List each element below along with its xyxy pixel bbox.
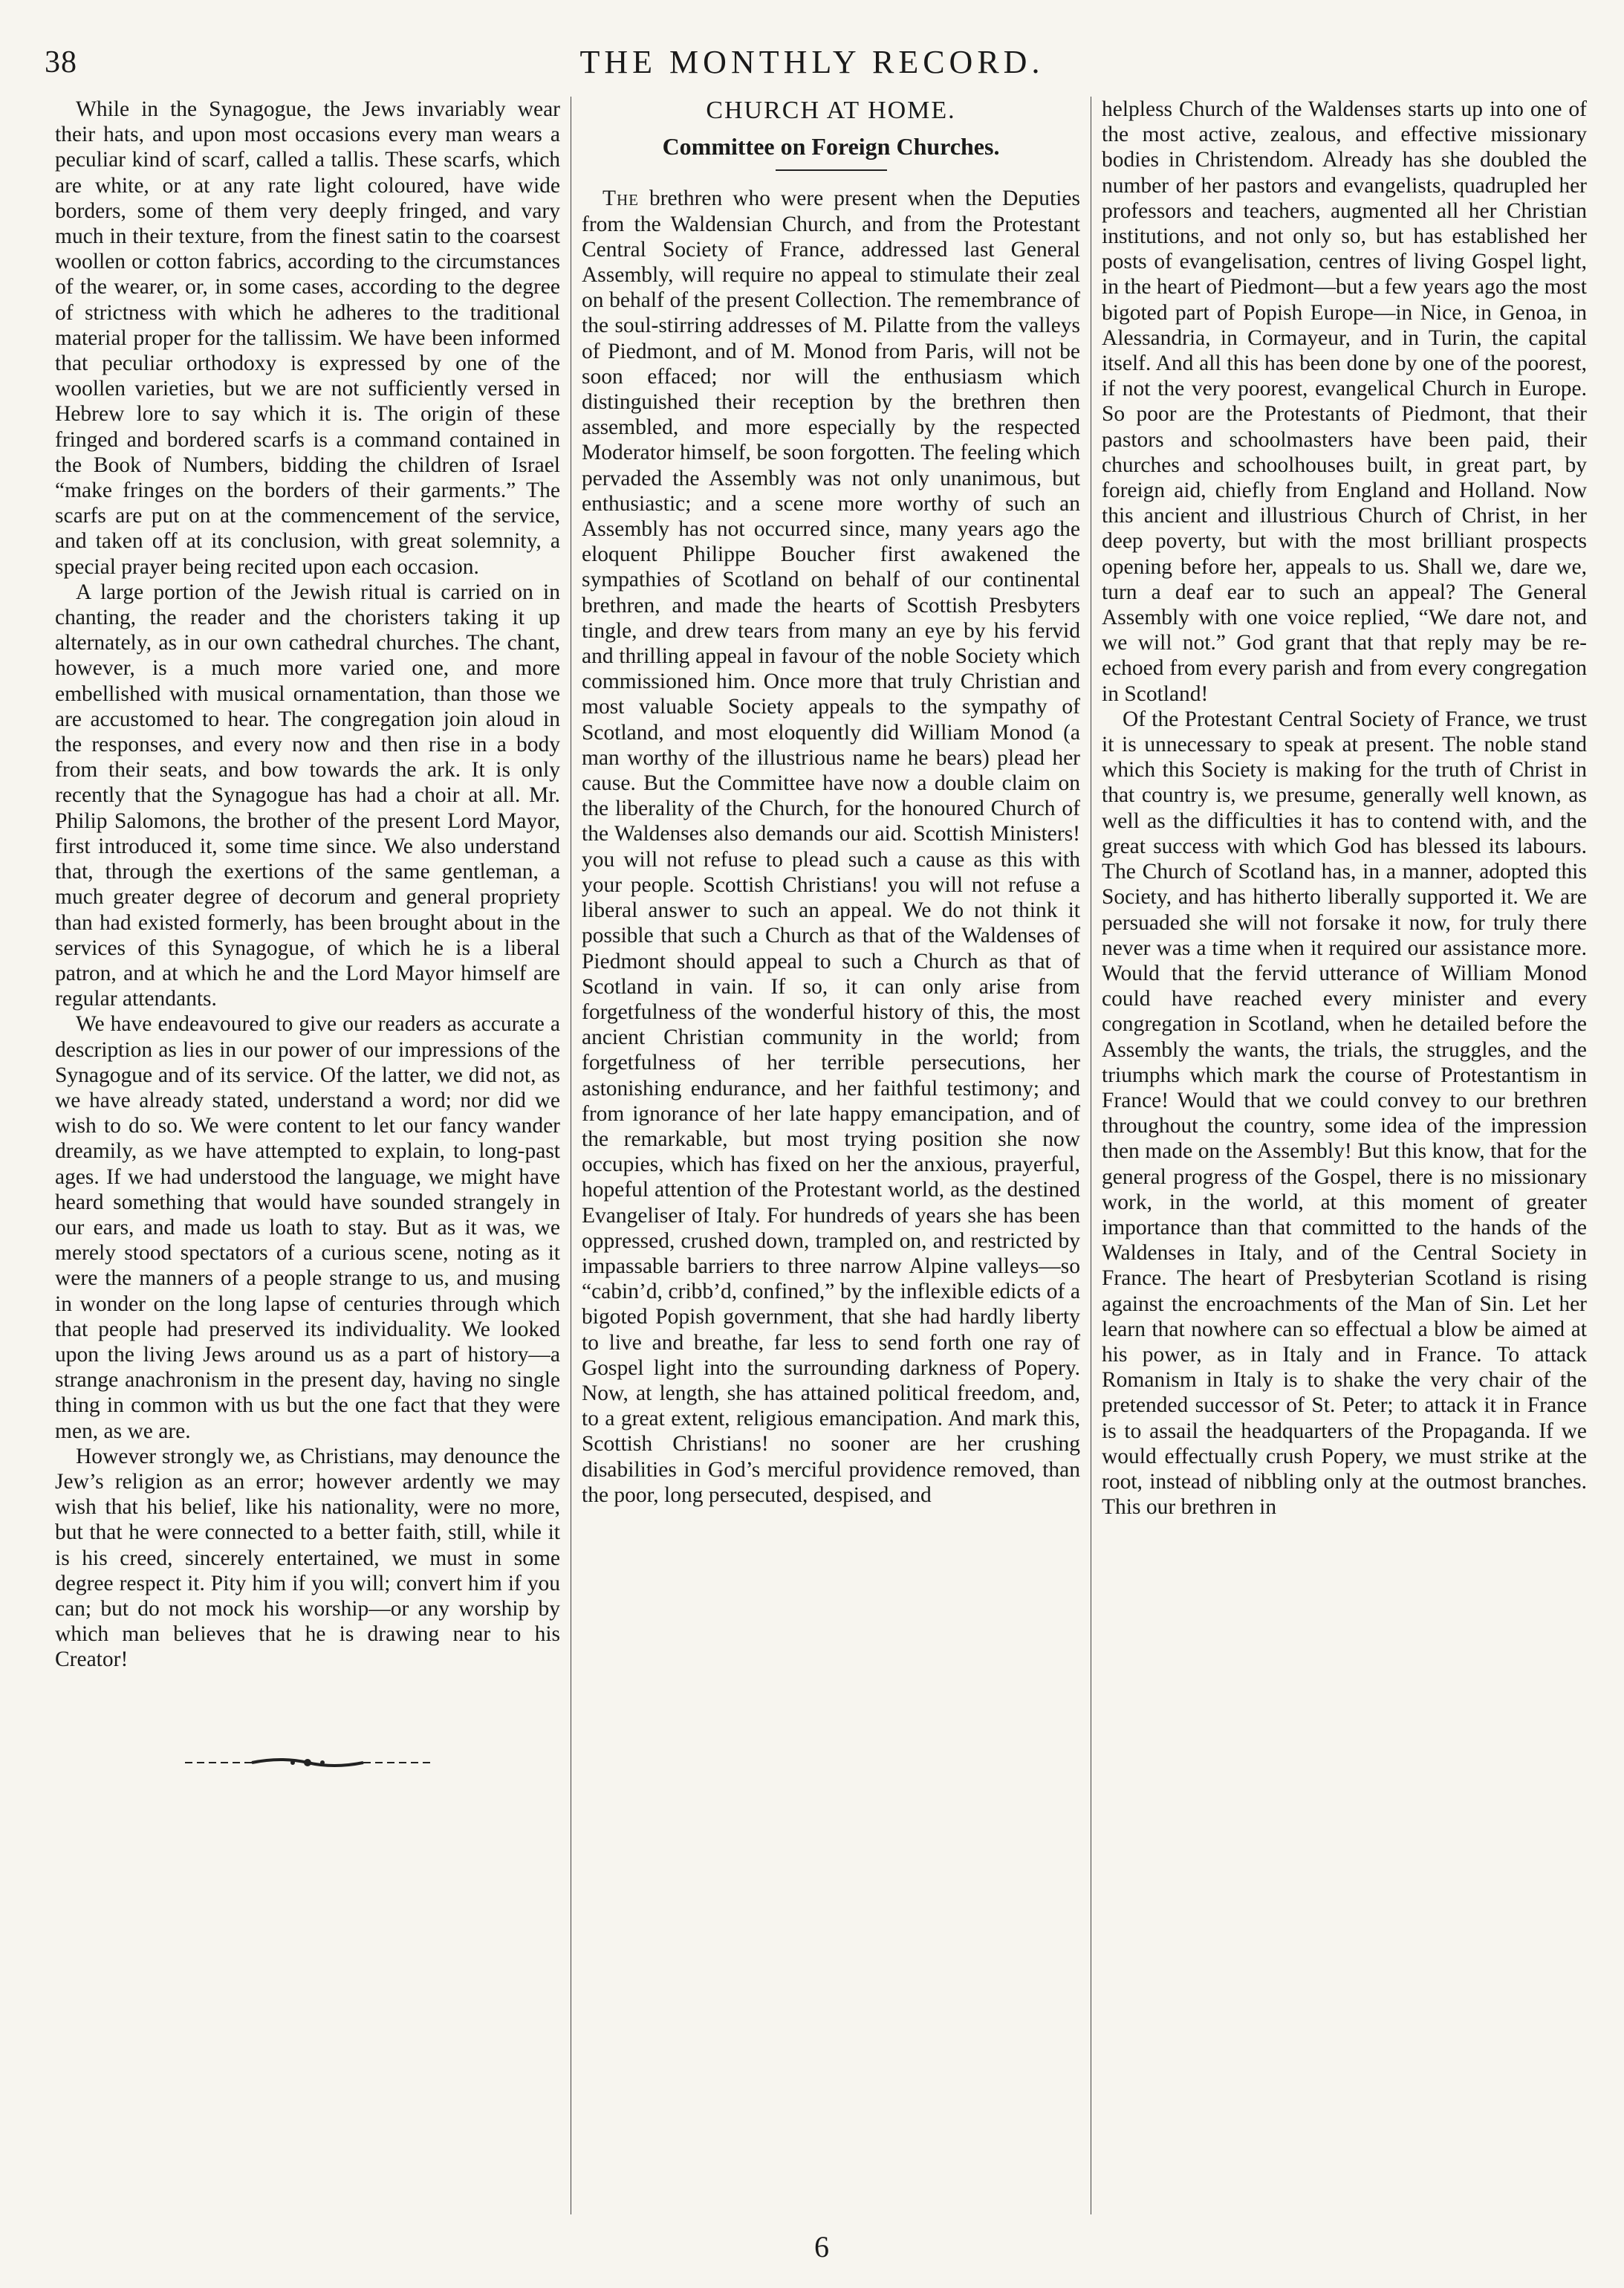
running-head: THE MONTHLY RECORD. bbox=[579, 44, 1045, 80]
paragraph-ritual: A large portion of the Jewish ritual is carried on in chanting, the reader and the choristers taking it up alternately, as in our own cathedral churches. The chant, however, is a much more varied one, and more embellished with musical ornamentation, than those we are accustomed to hear. The congregation join aloud in the responses, and every now and then rise in a body from their seats, and bow towards the ark. It is only recently that the Synagogue has had a choir at all. Mr. Philip Salomons, the brother of the present Lord Mayor, first introduced it, some time since. We also understand that, through the exertions of the same gentleman, a much greater degree of decorum and general propriety than had existed formerly, has been brought about in the services of this Synagogue, of which he is a liberal patron, and at which he and the Lord Mayor himself are regular attendants. bbox=[55, 580, 560, 1011]
paragraph-waldenses: helpless Church of the Waldenses starts up into one of the most active, zealous, and effective missionary bodies in Christendom. Already has she doubled the number of her pastors and evangelists, quadrupled her professors and teachers, augmented all her Christian institutions, and not only so, but has established her posts of evangelisation, centres of living Gospel light, in the heart of Piedmont—but a few years ago the most bigoted part of Popish Europe—in Nice, in Genoa, in Alessandria, in Cormayeur, and in Turin, the capital itself. And all this has been done by one of the poorest, if not the very poorest, evangelical Church in Europe. So poor are the Protestants of Piedmont, that their pastors and schoolmasters have been paid, their churches and schoolhouses built, in great part, by foreign aid, chiefly from England and Holland. Now this ancient and illustrious Church of Christ, in her deep poverty, but with the most brilliant prospects opening before her, appeals to us. Shall we, dare we, turn a deaf ear to such an appeal? The General Assembly with one voice replied, “We dare not, and we will not.” God grant that that reply may be re-echoed from every parish and from every congregation in Scotland! bbox=[1102, 97, 1587, 706]
paragraph-respect: However strongly we, as Christians, may denounce the Jew’s religion as an error; however ardently we may wish that his belief, like his nationality, were no more, but that he were connected to a better faith, still, while it is his creed, sincerely entertained, we must in some degree respect it. Pity him if you will; convert him if you can; but do not mock his worship—or any worship by which man believes that he is drawing near to his Creator! bbox=[55, 1444, 560, 1672]
paragraph-committee bbox=[582, 186, 1080, 1508]
section-title: CHURCH AT HOME. bbox=[706, 97, 956, 124]
page-number: 38 bbox=[45, 45, 77, 80]
paragraph-tallis: While in the Synagogue, the Jews invariably wear their hats, and upon most occasions every man wears a peculiar kind of scarf, called a tallis. These scarfs, which are white, or at any rate light coloured, have wide borders, some of them very deeply fringed, and vary much in their texture, from the finest satin to the coarsest woollen or cotton fabrics, according to the circumstances of the wearer, or, in some cases, according to the degree of strictness with which he adheres to the traditional material proper for the tallissim. We have been informed that peculiar orthodoxy is expressed by one of the woollen varieties, but we are not sufficiently versed in Hebrew lore to say which it is. The origin of these fringed and bordered scarfs is a command contained in the Book of Numbers, bidding the children of Israel “make fringes on the borders of their garments.” The scarfs are put on at the commencement of the service, and taken off at its conclusion, with great solemnity, a special prayer being recited upon each occasion. bbox=[55, 97, 560, 579]
paragraph-central-society: Of the Protestant Central Society of France, we trust it is unnecessary to speak at present. The noble stand which this Society is making for the truth of Christ in that country is, we presume, generally well known, as well as the difficulties it has to contend with, and the great success with which God has blessed its labours. The Church of Scotland has, in a manner, adopted this Society, and has hitherto liberally supported it. We are persuaded she will not forsake it now, for truly there never was a time when it required our assistance more. Would that the fervid utterance of William Monod could have reached every minister and every congregation in Scotland, when he detailed before the Assembly the wants, the trials, the struggles, and the triumphs which mark the course of Protestantism in France! Would that we could convey to our brethren throughout the country, some idea of the impression then made on the Assembly! But this know, that for the general progress of the Gospel, there is no missionary work, in the world, at this moment of greater importance than that committed to the hands of the Waldenses in Italy, and of the Central Society in France. The heart of Presbyterian Scotland is rising against the encroachments of the Man of Sin. Let her learn that nowhere can so effectual a blow be aimed at his power, as in Italy and in France. To attack Romanism in Italy is to shake the very chair of the pretended successor of St. Peter; to attack it in France is to assail the headquarters of the Propaganda. If we would effectually crush Popery, we must strike at the root, instead of nibbling only at the outmost branches. This our brethren in bbox=[1102, 707, 1587, 1520]
column-left bbox=[45, 97, 571, 2214]
section-subtitle: Committee on Foreign Churches. bbox=[662, 133, 1000, 161]
ornament-rule bbox=[185, 1754, 430, 1771]
paragraph-committee-text: brethren who were present when the Deputies from the Waldensian Church, and from the Protestant Central Society of France, addressed last General Assembly, will require no appeal to stimulate their zeal on behalf of the present Collection. The remembrance of the soul-stirring addresses of M. Pilatte from the valleys of Piedmont, and of M. Monod from Paris, will not be soon effaced; nor will the enthusiasm which distinguished their reception by the brethren then assembled, and more especially by the respected Moderator himself, be soon forgotten. The feeling which pervaded the Assembly was not only unanimous, but enthusiastic; and a scene more worthy of such an Assembly has not occurred since, many years ago the eloquent Philippe Boucher first awakened the sympathies of Scotland on behalf of our continental brethren, and made the hearts of Scottish Presbyters tingle, and drew tears from many an eye by his fervid and thrilling appeal in favour of the noble Society which commissioned him. Once more that truly Christian and most valuable Society appeals to the sympathy of Scotland, and most eloquently did William Monod (a man worthy of the illustrious name he bears) plead her cause. But the Committee have now a double claim on the liberality of the Church, for the honoured Church of the Waldenses also demands our aid. Scottish Ministers! you will not refuse to plead such a cause as this with your people. Scottish Christians! you will not refuse a liberal answer to such an appeal. We do not think it possible that such a Church as that of the Waldenses of Piedmont should appeal to such a Church as that of Scotland in vain. If so, it can only arise from forgetfulness of the wonderful history of this, the most ancient Christian community in the world; from forgetfulness of her terrible persecutions, her astonishing endurance, and her faithful testimony; and from ignorance of her late happy emancipation, and of the remarkable, but most trying position she now occupies, which has fixed on her the anxious, prayerful, hopeful attention of the Protestant world, as the destined Evangeliser of Italy. For hundreds of years she has been oppressed, crushed down, trampled on, and restricted by impassable barriers to three narrow Alpine valleys—so “cabin’d, cribb’d, confined,” by the inflexible edicts of a bigoted Popish government, that she had hardly liberty to live and breathe, far less to send forth one ray of Gospel light into the surrounding darkness of Popery. Now, at length, she has attained political freedom, and, to a great extent, religious emancipation. And mark this, Scottish Christians! no sooner are her crushing disabilities in God’s merciful providence removed, than the poor, long persecuted, despised, and bbox=[582, 187, 1081, 1507]
paragraph-impressions: We have endeavoured to give our readers as accurate a description as lies in our power of our impressions of the Synagogue and of its service. Of the latter, we did not, as we have already stated, understand a word; nor did we wish to do so. We were content to let our fancy wander dreamily, as we have attempted to explain, to long-past ages. If we had understood the language, we might have heard something that would have sounded strangely in our ears, and made us loath to stay. But as it was, we merely stood spectators of a curious scene, noting as it were the manners of a people strange to us, and musing in wonder on the long lapse of centuries through which that people had preserved its individuality. We looked upon the living Jews around us as a part of history—a strange anachronism in the present day, having no single thing in common with us but the one fact that they were men, as we are. bbox=[55, 1012, 560, 1443]
title-rule bbox=[776, 169, 887, 171]
signature-mark: 6 bbox=[814, 2230, 829, 2263]
column-middle bbox=[571, 97, 1091, 2214]
text-columns bbox=[45, 97, 1597, 2214]
column-right bbox=[1091, 97, 1597, 2214]
opening-word: The bbox=[602, 187, 640, 211]
